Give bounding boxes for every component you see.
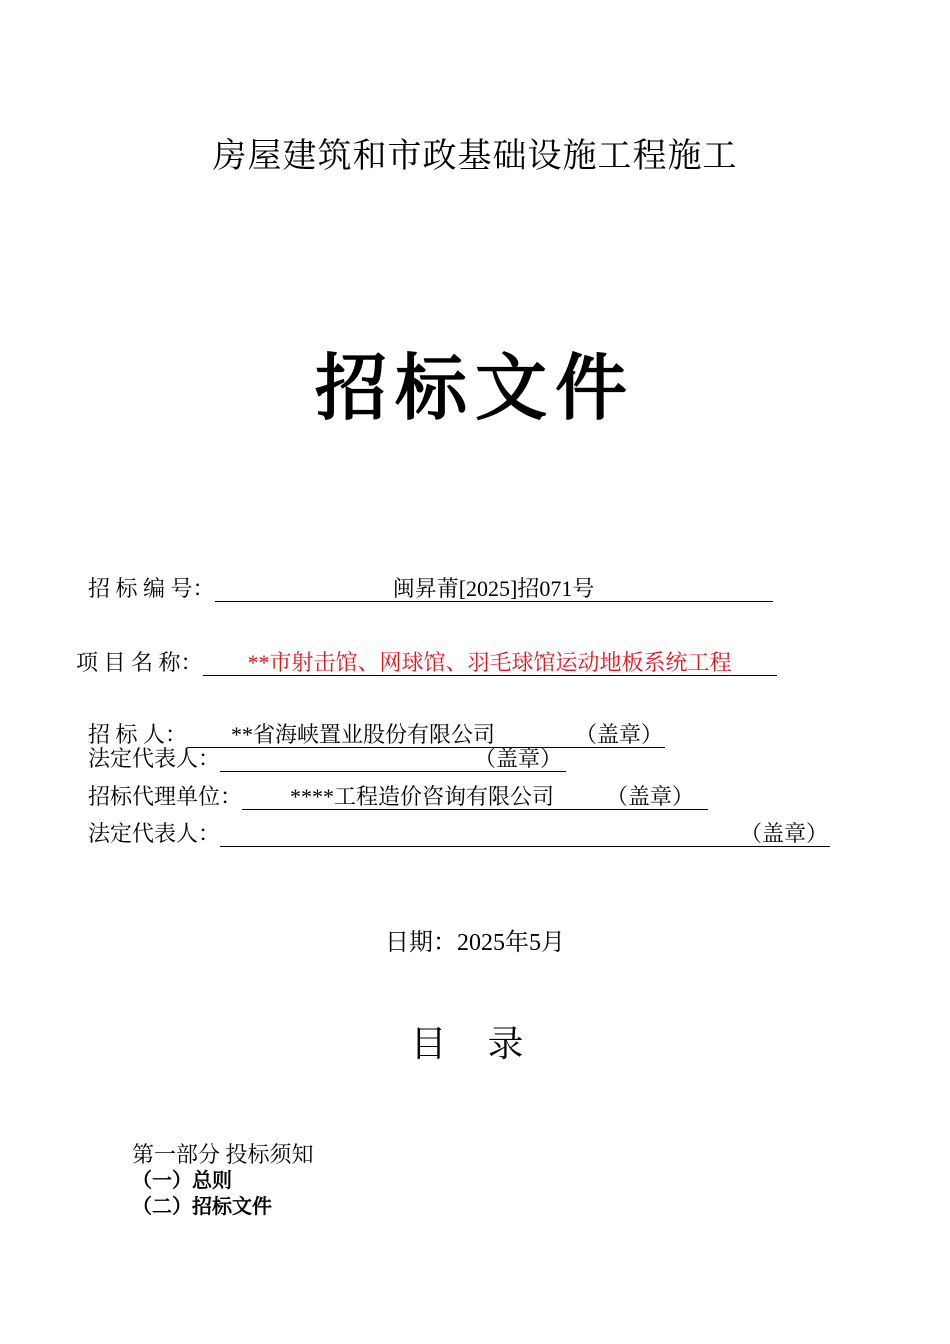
cover-main-title: 招标文件 <box>314 346 635 430</box>
project-name-row <box>76 646 777 677</box>
agent-seal: （盖章） <box>606 784 695 809</box>
bid-number-value: 闽昇莆[2025]招071号 <box>215 576 773 602</box>
legal-rep-2-row <box>88 817 830 848</box>
bid-number-label: 招 标 编 号： <box>88 576 215 601</box>
project-name-field <box>203 650 777 676</box>
bid-number-row <box>88 572 773 603</box>
agent-label: 招标代理单位： <box>88 784 243 809</box>
project-name-label: 项 目 名 称： <box>76 650 203 675</box>
project-name-value: **市射击馆、网球馆、羽毛球馆运动地板系统工程 <box>247 650 732 675</box>
agent-field <box>242 784 708 810</box>
tenderer-value: **省海峡置业股份有限公司 <box>231 722 496 747</box>
toc-title: 目 录 <box>410 1024 540 1064</box>
document-date: 日期：2025年5月 <box>385 930 565 956</box>
legal-rep-2-field <box>220 821 830 847</box>
toc-item-part-one[interactable]: 第一部分 投标须知 <box>132 1142 314 1167</box>
legal-rep-1-seal: （盖章） <box>474 746 563 771</box>
legal-rep-1-row <box>88 742 566 773</box>
legal-rep-1-label: 法定代表人： <box>88 746 221 771</box>
toc-item-general[interactable]: （一）总则 <box>132 1168 232 1192</box>
legal-rep-1-field <box>220 746 566 772</box>
legal-rep-2-seal: （盖章） <box>740 821 829 846</box>
document-header-title: 房屋建筑和市政基础设施工程施工 <box>212 136 738 176</box>
tenderer-seal: （盖章） <box>575 722 664 747</box>
legal-rep-2-label: 法定代表人： <box>88 821 221 846</box>
agent-row <box>88 780 708 811</box>
agent-value: ****工程造价咨询有限公司 <box>290 784 555 809</box>
toc-item-tender-docs[interactable]: （二）招标文件 <box>132 1194 272 1218</box>
tenderer-label: 招 标 人： <box>88 722 188 747</box>
